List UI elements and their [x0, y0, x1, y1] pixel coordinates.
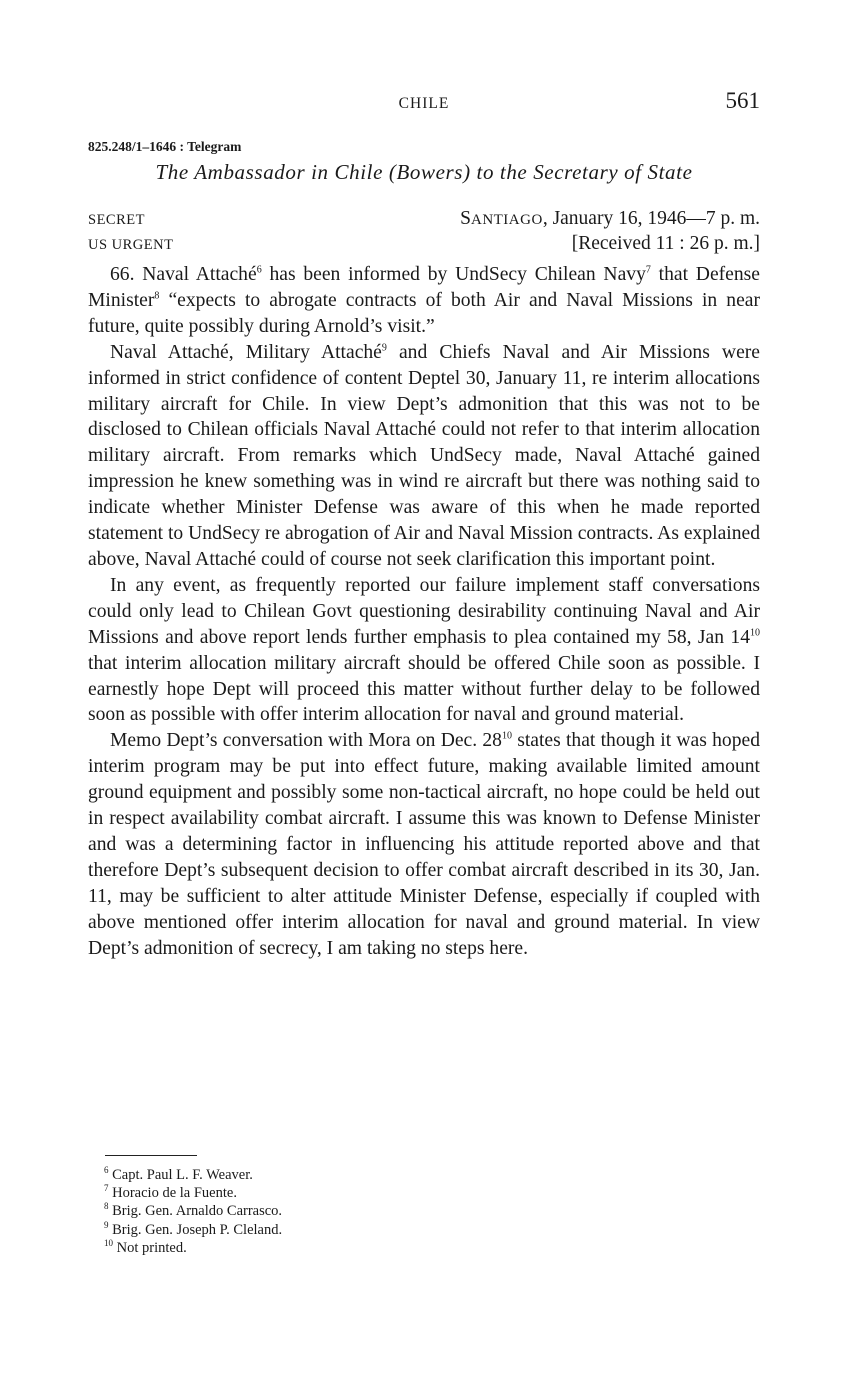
page-number: 561 [725, 88, 760, 113]
running-head-title: CHILE [398, 95, 450, 112]
footnote-divider [105, 1155, 197, 1156]
footnote-number: 8 [104, 1201, 109, 1212]
paragraph-3 [88, 573, 760, 728]
p1-text-a: 66. Naval Attaché [110, 264, 257, 285]
footnote-number: 9 [104, 1219, 109, 1230]
priority: US URGENT [88, 237, 174, 253]
received-time: [Received 11 : 26 p. m.] [571, 233, 760, 254]
footnote-ref: 9 [381, 342, 387, 354]
footnote-text: Horacio de la Fuente. [112, 1185, 237, 1202]
p2-text-a: Naval Attaché, Military Attaché [110, 341, 382, 363]
meta-row-2 [88, 233, 760, 257]
p1-text-b: has been informed by UndSecy Chilean Navy [261, 264, 646, 285]
place-date [460, 208, 760, 230]
place-cap: S [460, 208, 471, 229]
file-reference: 825.248/1–1646 : Telegram [88, 139, 242, 154]
p1-text-d: “expects to abrogate contracts of both Air and Naval Missions in near future, quite possibly during Arnold’s visit.” [88, 289, 760, 337]
p3-text-a: In any event, as frequently reported our failure implement staff conversations could only lead to Chilean Govt questioning desirability continuing Naval and Air Missions and above report lends further emphasis to plea contained my 58, Jan 14 [88, 574, 760, 648]
footnote-ref: 10 [501, 730, 512, 742]
footnote-text: Capt. Paul L. F. Weaver. [112, 1167, 253, 1183]
p3-text-b: that interim allocation military aircraft should be offered Chile soon as possible. I earnestly hope Dept will proceed this matter without further delay to be followed soon as possible with offer interim allocation for naval and ground material. [88, 652, 760, 726]
footnote-number: 6 [104, 1165, 109, 1176]
p4-text-a: Memo Dept’s conversation with Mora on Dec. 28 [110, 730, 502, 752]
footnote-item [104, 1202, 282, 1220]
doc-title-part1: The Ambassador in Chile ( [155, 160, 397, 184]
place-rest: ANTIAGO [470, 212, 543, 228]
footnotes [104, 1166, 282, 1257]
date: , January 16, 1946—7 p. m. [542, 208, 760, 229]
footnote-number: 7 [104, 1183, 109, 1194]
classification: SECRET [88, 212, 145, 228]
footnote-item [104, 1166, 282, 1184]
footnote-ref: 6 [256, 264, 262, 276]
meta-row-1 [88, 208, 760, 232]
running-head [88, 86, 760, 122]
paragraph-2 [88, 340, 760, 573]
p2-text-b: and Chiefs Naval and Air Missions were informed in strict confidence of content Deptel 30, January 11, re interim allocations military aircraft for Chile. In view Dept’s admonition that this was not to be disclosed to Chilean officials Naval Attaché could not refer to that interim allocation military aircraft. From remarks which UndSecy made, Naval Attaché gained impression he knew something was in wind re aircraft but there was nothing said to indicate whether Minister Defense was aware of this when he made reported statement to UndSecy re abrogation of Air and Naval Mission contracts. As explained above, Naval Attaché could of course not seek clarification this important point. [88, 341, 761, 570]
telegram-body [88, 262, 760, 961]
footnote-item [104, 1221, 282, 1239]
paragraph-4 [88, 728, 760, 961]
footnote-text: Brig. Gen. Arnaldo Carrasco. [112, 1203, 283, 1220]
footnote-text: Brig. Gen. Joseph P. Cleland. [112, 1221, 283, 1238]
footnote-text: Not printed. [116, 1239, 187, 1256]
doc-title-name: Bowers [396, 160, 464, 184]
doc-title-part2: ) to the Secretary of State [463, 160, 693, 184]
footnote-ref: 10 [750, 627, 760, 639]
footnote-item [104, 1184, 282, 1202]
p4-text-b: states that though it was hoped interim program may be put into effect future, making available limited amount ground equipment and possibly some non-tactical aircraft, no hope could be held out in respect availability combat aircraft. I assume this was known to Defense Minister and was a determining factor in influencing his attitude reported above and that therefore Dept’s subsequent decision to offer combat aircraft described in its 30, Jan. 11, may be sufficient to alter attitude Minister Defense, especially if coupled with above mentioned offer interim allocation for naval and ground material. In view Dept’s admonition of secrecy, I am taking no steps here. [88, 730, 760, 959]
paragraph-1 [88, 262, 760, 340]
footnote-number: 10 [104, 1237, 113, 1248]
footnote-ref: 7 [645, 264, 651, 276]
p1-text-c: that Defense Minister [88, 264, 760, 311]
document-title [88, 160, 760, 185]
footnote-item [104, 1239, 282, 1257]
footnote-ref: 8 [154, 290, 160, 302]
